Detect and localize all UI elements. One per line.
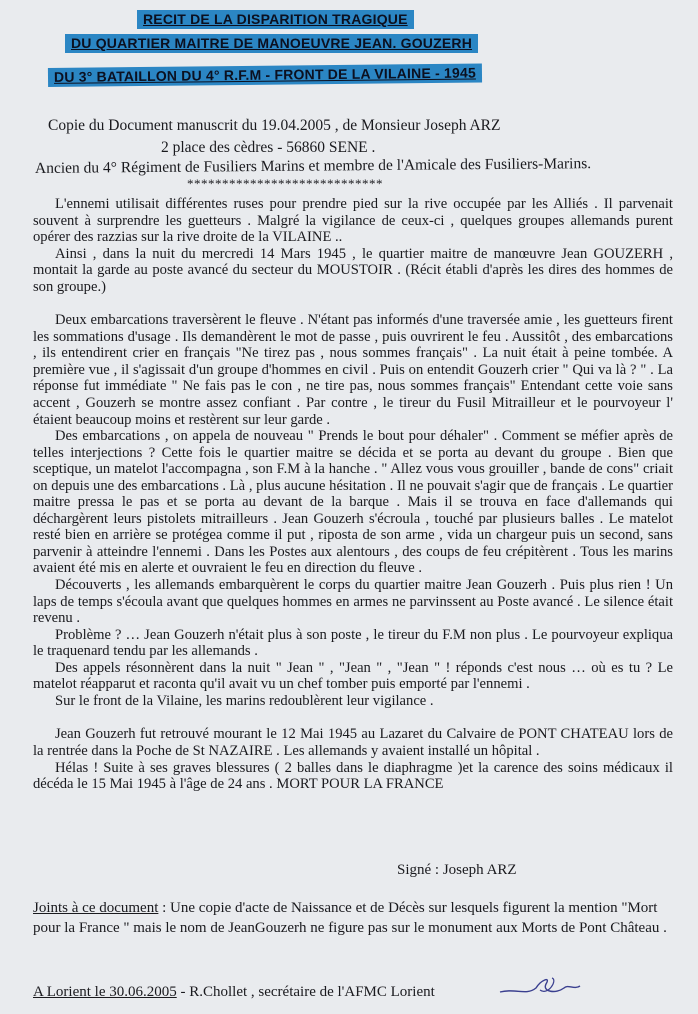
signature-line: Signé : Joseph ARZ (397, 862, 517, 878)
title-line-3: DU 3° BATAILLON DU 4° R.F.M - FRONT DE LA VILAINE - 1945 (48, 63, 482, 87)
paragraph-3: Deux embarcations traversèrent le fleuve . N'étant pas informés d'une traversée amie , les guetteurs firent les sommations d'usage . Ils demandèrent le mot de passe , puis ouvrirent le feu . Aussitôt , des embarcations , ils entendirent crier en français "Ne tirez pas , nous sommes français" . La nuit était à peine tombée. A première vue , il s'agissait d'un groupe d'hommes en civil . Puis on entendit Gouzerh crier " Qui va là ? " . La réponse fut immédiate " Ne fais pas le con , ne tire pas, nous sommes français" Entendant cette voie sans accent , Gouzerh se montre assez confiant . Par contre , le tireur du Fusil Mitrailleur et le pourvoyeur l' étaient beaucoup moins et restèrent sur leur garde . (33, 312, 673, 428)
footer-place-date: A Lorient le 30.06.2005 (33, 984, 177, 1000)
title-line-1: RECIT DE LA DISPARITION TRAGIQUE (137, 10, 414, 29)
footer-line (33, 984, 435, 1001)
source-line: Copie du Document manuscrit du 19.04.2005 , de Monsieur Joseph ARZ (48, 117, 501, 134)
paragraph-2: Ainsi , dans la nuit du mercredi 14 Mars 1945 , le quartier maitre de manœuvre Jean GOUZERH , montait la garde au poste avancé du secteur du MOUSTOIR . (Récit établi d'après les dires des hommes de son groupe.) (33, 245, 673, 295)
narrative-body (33, 196, 673, 793)
handwritten-signature (496, 970, 586, 1000)
paragraph-10: Hélas ! Suite à ses graves blessures ( 2 balles dans le diaphragme )et la carence des soins médicaux il décéda le 15 Mai 1945 à l'âge de 24 ans . MORT POUR LA FRANCE (33, 759, 673, 793)
paragraph-6: Problème ? … Jean Gouzerh n'était plus à son poste , le tireur du F.M non plus . Le pourvoyeur expliqua le traquenard tendu par les allemands . (33, 626, 673, 660)
paragraph-4: Des embarcations , on appela de nouveau " Prends le bout pour déhaler" . Comment se méfier après de telles interjections ? Cette fois le quartier maitre se décida et se porta au devant du groupe . Bien que sceptique, un matelot l'accompagna , son F.M à la hanche . " Allez vous vous grouiller , bande de cons" criait on depuis une des embarcations . Là , plus aucune hésitation . Il ne pouvait s'agir que de français . Le quartier maitre pressa le pas et se porta au devant de la barque . Mais il se trouva en face d'allemands qui déchargèrent leurs pistolets mitrailleurs . Jean Gouzerh s'écroula , touché par plusieurs balles . Le matelot resté bien en arrière se protégea comme il put , riposta de son arme , vida un chargeur puis un second, sans parvenir à atteindre l'ennemi . Dans les Postes aux alentours , des coups de feu crépitèrent . Tous les marins avaient été mis en alerte et ouvraient le feu en direction du fleuve . (33, 428, 673, 577)
author-line: Ancien du 4° Régiment de Fusiliers Marins et membre de l'Amicale des Fusiliers-Marins. (34, 155, 592, 177)
paragraph-7: Des appels résonnèrent dans la nuit " Jean " , "Jean " , "Jean " ! réponds c'est nous … où es tu ? Le matelot réapparut et raconta qu'il avait vu un chef tomber puis emporté par l'ennemi . (33, 659, 673, 693)
attachments-text: : Une copie d'acte de Naissance et de Décès sur lesquels figurent la mention "Mort pour la France " mais le nom de JeanGouzerh ne figure pas sur le monument aux Morts de Pont Château . (33, 900, 667, 936)
attachments-label: Joints à ce document (33, 900, 159, 916)
attachments-note (33, 898, 673, 938)
separator-stars: **************************** (187, 176, 383, 191)
paragraph-8: Sur le front de la Vilaine, les marins redoublèrent leur vigilance . (55, 692, 434, 709)
paragraph-1: L'ennemi utilisait différentes ruses pour prendre pied sur la rive occupée par les Alliés . Il parvenait souvent à surprendre les guetteurs . Malgré la vigilance de ceux-ci , quelques groupes allemands purent opérer des razzias sur la rive droite de la VILAINE .. (33, 196, 673, 246)
address-line: 2 place des cèdres - 56860 SENE . (161, 139, 376, 156)
paragraph-9: Jean Gouzerh fut retrouvé mourant le 12 Mai 1945 au Lazaret du Calvaire de PONT CHATEAU lors de la rentrée dans la Poche de St NAZAIRE . Les allemands y avaient installé un hôpital . (33, 726, 673, 759)
title-line-2: DU QUARTIER MAITRE DE MANOEUVRE JEAN. GOUZERH (65, 34, 478, 53)
paragraph-5: Découverts , les allemands embarquèrent le corps du quartier maitre Jean Gouzerh . Puis plus rien ! Un laps de temps s'écoula avant que quelques hommes en armes ne parvinssent au Poste avancé . Le silence était revenu . (33, 577, 673, 627)
footer-author: - R.Chollet , secrétaire de l'AFMC Lorient (176, 984, 435, 1000)
